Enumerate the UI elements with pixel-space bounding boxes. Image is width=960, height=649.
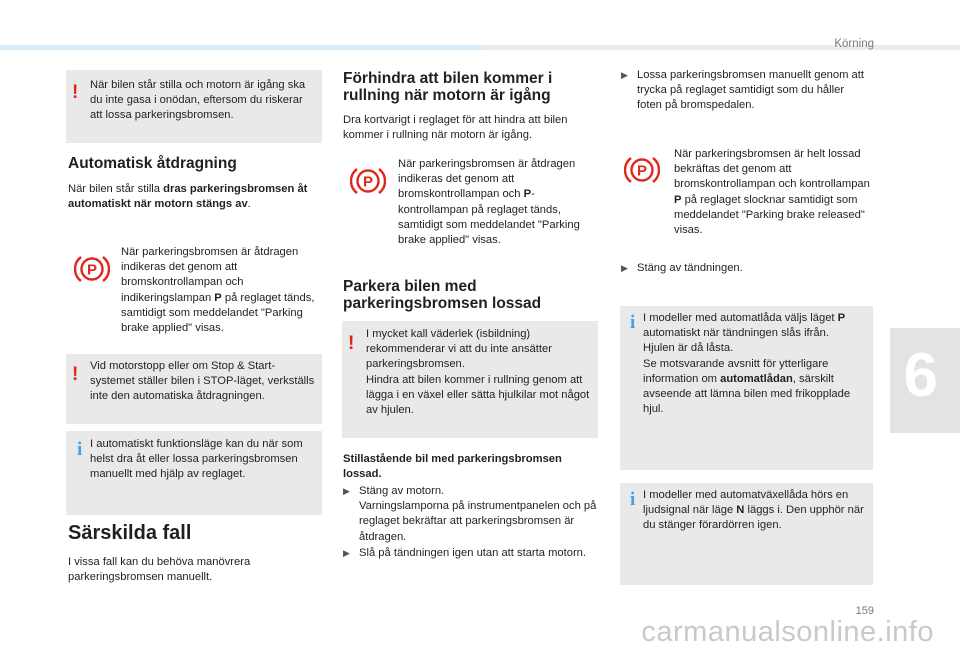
exclamation-icon: ! [72, 364, 79, 385]
indicator-text-col1: När parkeringsbromsen är åtdragen indikeras det genom att bromskontrollampan och indikeringslampan P på reglaget tänds, samtidigt som meddelandet "Parking brake applied" visas. [121, 246, 315, 335]
special-cases-text: I vissa fall kan du behöva manövrera parkeringsbromsen manuellt. [68, 556, 251, 584]
section-title: Körning [834, 38, 874, 50]
exclamation-icon: ! [72, 82, 79, 103]
info-neutral-signal-text: I modeller med automatväxellåda hörs en ljudsignal när läge N läggs i. Den upphör när du stänger förardörren igen. [643, 489, 864, 532]
automatic-engagement-text: När bilen står stilla dras parkeringsbromsen åt automatiskt när motorn stängs av. [68, 183, 308, 211]
header-bar-left [0, 45, 482, 50]
arrow-bullet-icon: ▶ [621, 263, 628, 273]
warning-box-stop-start [66, 354, 322, 424]
warning-stop-start-text: Vid motorstopp eller om Stop & Start-systemet ställer bilen i STOP-läget, verkställs inte den automatiska åtdragningen. [90, 360, 315, 403]
page-number: 159 [855, 605, 874, 617]
info-icon: i [77, 439, 83, 460]
arrow-bullet-icon: ▶ [343, 548, 350, 558]
warning-cold-weather-text: I mycket kall väderlek (isbildning) rekommenderar vi att du inte ansätter parkeringsbromsen. Hindra att bilen kommer i rullning genom att lägga i en växel eller sätta hjulkilar mot något av hjulen. [366, 328, 590, 417]
step-ignition-on: ▶ Slå på tändningen igen utan att starta motorn. [343, 546, 599, 561]
parking-brake-icon [350, 163, 386, 199]
info-icon: i [630, 489, 636, 510]
chapter-number: 6 [903, 341, 938, 410]
info-box-automatic-gearbox [620, 306, 873, 470]
info-auto-mode-text: I automatiskt funktionsläge kan du när som helst dra åt eller lossa parkeringsbromsen manuellt med hjälp av reglaget. [90, 438, 303, 481]
heading-automatic-engagement: Automatisk åtdragning [68, 155, 237, 172]
exclamation-icon: ! [348, 333, 355, 354]
info-automatic-gearbox-text: I modeller med automatlåda väljs läget P automatiskt när tändningen slås ifrån. Hjulen är då låsta. Se motsvarande avsnitt för ytterligare information om automatlådan, särskilt avseende att lämna bilen med frikopplade hjul. [643, 312, 851, 416]
header-bar-right [482, 45, 960, 50]
info-box-auto-mode [66, 431, 322, 515]
step-engine-off: ▶ Stäng av motorn. Varningslamporna på instrumentpanelen och på reglaget bekräftar att parkeringsbromsen är åtdragen. [343, 485, 597, 543]
prevent-rolling-text: Dra kortvarigt i reglaget för att hindra att bilen kommer i rullning när motorn är igång. [343, 114, 568, 142]
heading-park-released: Parkera bilen med parkeringsbromsen lossad [343, 278, 542, 312]
heading-special-cases: Särskilda fall [68, 522, 192, 544]
warning-idle-text: När bilen står stilla och motorn är igång ska du inte gasa i onödan, eftersom du riskerar att lossa parkeringsbromsen. [90, 79, 306, 122]
step-ignition-off: ▶ Stäng av tändningen. [621, 261, 871, 276]
step-release-brake: ▶ Lossa parkeringsbromsen manuellt genom att trycka på reglaget samtidigt som du håller foten på bromspedalen. [621, 69, 864, 112]
parking-brake-icon [74, 251, 110, 287]
watermark: carmanualsonline.info [641, 616, 934, 648]
info-box-neutral-signal [620, 483, 873, 585]
warning-box-cold-weather [342, 321, 598, 438]
info-icon: i [630, 312, 636, 333]
released-text: När parkeringsbromsen är helt lossad bekräftas det genom att bromskontrollampan och kontrollampan P på reglaget slocknar samtidigt som meddelandet "Parking brake released" visas. [674, 148, 870, 237]
stationary-title: Stillastående bil med parkeringsbromsen lossad. [343, 453, 562, 481]
indicator-text-col2: När parkeringsbromsen är åtdragen indikeras det genom att bromskontrollampan och P-kontrollampan på reglaget tänds, samtidigt som meddelandet "Parking brake applied" visas. [398, 158, 580, 247]
arrow-bullet-icon: ▶ [343, 486, 350, 496]
arrow-bullet-icon: ▶ [621, 70, 628, 80]
warning-box-idle [66, 70, 322, 143]
parking-brake-icon [624, 152, 660, 188]
heading-prevent-rolling: Förhindra att bilen kommer i rullning när motorn är igång [343, 70, 553, 104]
